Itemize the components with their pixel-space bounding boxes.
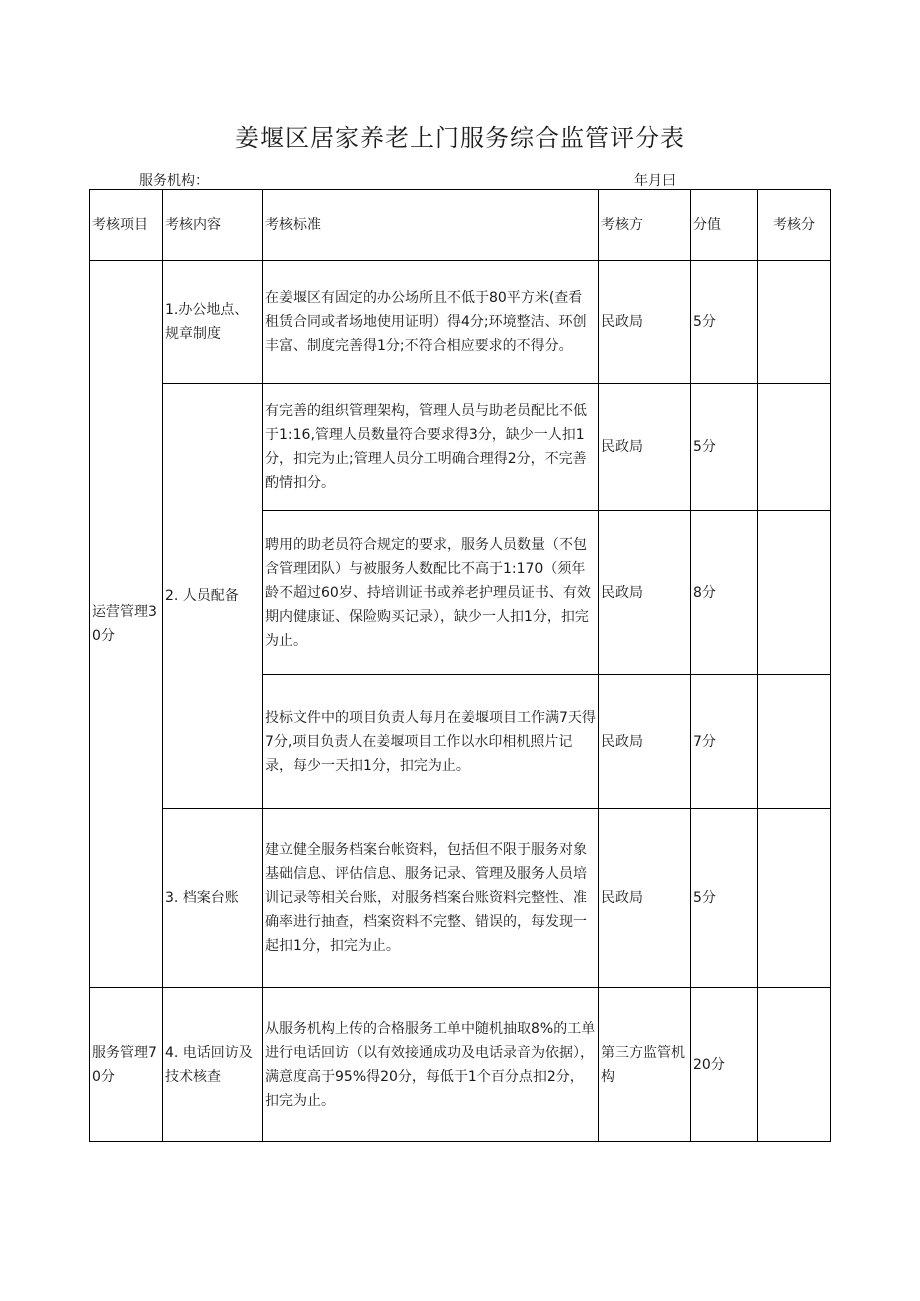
- assessor-cell: 民政局: [599, 675, 691, 809]
- header-score: 分值: [691, 190, 758, 261]
- content-records: 3. 档案台账: [163, 809, 263, 988]
- standard-cell: 投标文件中的项目负责人每月在姜堰项目工作满7天得7分,项目负责人在姜堰项目工作以水印相机照片记录，每少一天扣1分，扣完为止。: [263, 675, 599, 809]
- category-service: 服务管理70分: [90, 988, 163, 1142]
- score-cell: 5分: [691, 809, 758, 988]
- page-title: 姜堰区居家养老上门服务综合监管评分表: [235, 124, 685, 152]
- standard-cell: 有完善的组织管理架构，管理人员与助老员配比不低于1:16,管理人员数量符合要求得3分，缺少一人扣1分，扣完为止;管理人员分工明确合理得2分，不完善酌情扣分。: [263, 384, 599, 511]
- score-cell: 5分: [691, 384, 758, 511]
- table-row: [90, 261, 831, 384]
- assessor-cell: 第三方监管机构: [599, 988, 691, 1142]
- assessor-cell: 民政局: [599, 511, 691, 675]
- content-staffing: 2. 人员配备: [163, 384, 263, 809]
- standard-cell: 建立健全服务档案台帐资料，包括但不限于服务对象基础信息、评估信息、服务记录、管理及服务人员培训记录等相关台账，对服务档案台账资料完整性、准确率进行抽查，档案资料不完整、错误的，每发现一起扣1分，扣完为止。: [263, 809, 599, 988]
- score-cell: 5分: [691, 261, 758, 384]
- header-content: 考核内容: [163, 190, 263, 261]
- table-row: [90, 988, 831, 1142]
- score-cell: 8分: [691, 511, 758, 675]
- category-operations: 运营管理30分: [90, 261, 163, 988]
- date-label: 年月曰: [634, 173, 676, 189]
- standard-cell: 聘用的助老员符合规定的要求，服务人员数量（不包含管理团队）与被服务人数配比不高于1:170（须年龄不超过60岁、持培训证书或养老护理员证书、有效期内健康证、保险购买记录），缺少一人扣1分，扣完为止。: [263, 511, 599, 675]
- result-cell[interactable]: [758, 675, 831, 809]
- standard-cell: 在姜堰区有固定的办公场所且不低于80平方米(查看租赁合同或者场地使用证明）得4分;环境整洁、环创丰富、制度完善得1分;不符合相应要求的不得分。: [263, 261, 599, 384]
- result-cell[interactable]: [758, 511, 831, 675]
- result-cell[interactable]: [758, 261, 831, 384]
- header-row: [90, 190, 831, 261]
- result-cell[interactable]: [758, 988, 831, 1142]
- assessor-cell: 民政局: [599, 809, 691, 988]
- table-row: [90, 809, 831, 988]
- org-label: 服务机构：: [139, 173, 209, 189]
- score-cell: 20分: [691, 988, 758, 1142]
- header-standard: 考核标准: [263, 190, 599, 261]
- result-cell[interactable]: [758, 384, 831, 511]
- content-callback: 4. 电话回访及技术核查: [163, 988, 263, 1142]
- standard-cell: 从服务机构上传的合格服务工单中随机抽取8%的工单进行电话回访（以有效接通成功及电话录音为依据），满意度高于95%得20分，每低于1个百分点扣2分，扣完为止。: [263, 988, 599, 1142]
- assessor-cell: 民政局: [599, 384, 691, 511]
- assessor-cell: 民政局: [599, 261, 691, 384]
- header-category: 考核项目: [90, 190, 163, 261]
- table-row: [90, 384, 831, 511]
- header-result: 考核分: [758, 190, 831, 261]
- result-cell[interactable]: [758, 809, 831, 988]
- content-office: 1.办公地点、规章制度: [163, 261, 263, 384]
- header-assessor: 考核方: [599, 190, 691, 261]
- score-table: [89, 189, 831, 1142]
- score-cell: 7分: [691, 675, 758, 809]
